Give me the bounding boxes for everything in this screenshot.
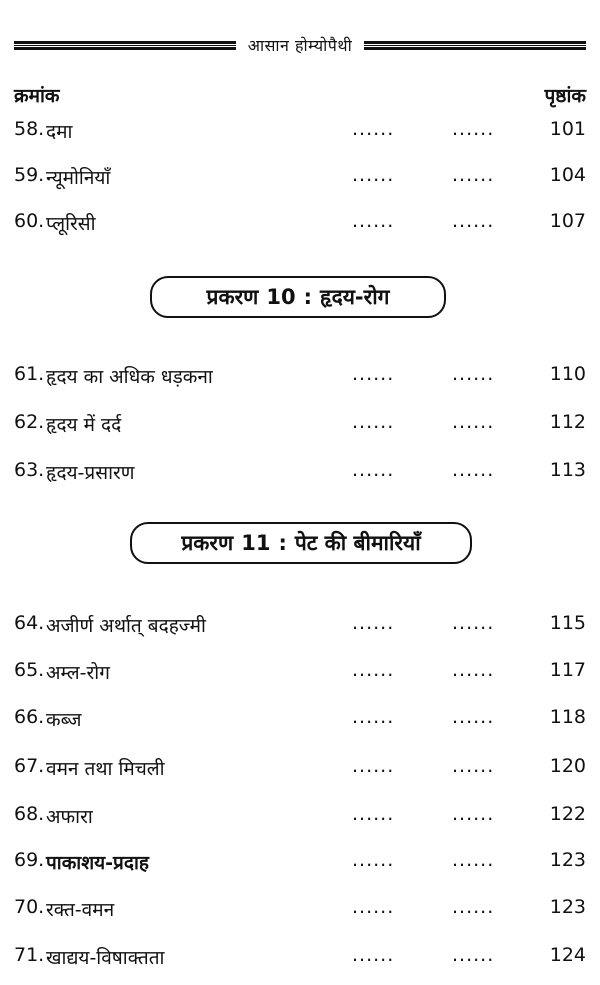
entry-page-number: 118: [549, 706, 586, 728]
entry-number: 60.: [14, 210, 45, 232]
leader-dots: ......: [352, 803, 395, 825]
chapter-10-heading: [150, 276, 446, 318]
running-header: [14, 30, 586, 60]
leader-dots: ......: [452, 210, 495, 232]
entry-title: हृदय का अधिक धड़कना: [46, 366, 213, 388]
toc-entry[interactable]: [0, 700, 600, 740]
entry-number: 65.: [14, 659, 45, 681]
entry-page-number: 122: [549, 803, 586, 825]
toc-entry[interactable]: [0, 890, 600, 930]
leader-dots: ......: [452, 896, 495, 918]
leader-dots: ......: [352, 118, 395, 140]
leader-dots: ......: [452, 164, 495, 186]
entry-title: पाकाशय-प्रदाह: [46, 852, 149, 874]
entry-page-number: 117: [549, 659, 586, 681]
entry-number: 66.: [14, 706, 45, 728]
toc-entry[interactable]: [0, 843, 600, 883]
chapter-colon: :: [303, 285, 313, 309]
header-rule-right: [364, 41, 586, 50]
toc-entry[interactable]: [0, 204, 600, 244]
entry-number: 62.: [14, 411, 45, 433]
entry-number: 58.: [14, 118, 45, 140]
leader-dots: ......: [352, 411, 395, 433]
toc-entry[interactable]: [0, 357, 600, 397]
entry-number: 61.: [14, 363, 45, 385]
entry-page-number: 115: [549, 612, 586, 634]
serial-column-heading: क्रमांक: [14, 85, 60, 107]
entry-page-number: 123: [549, 849, 586, 871]
entry-title: अफारा: [46, 806, 93, 828]
entry-number: 69.: [14, 849, 45, 871]
leader-dots: ......: [352, 849, 395, 871]
entry-title: रक्त-वमन: [46, 899, 115, 921]
toc-entry[interactable]: [0, 606, 600, 646]
entry-page-number: 124: [549, 944, 586, 966]
chapter-number: 11: [241, 531, 271, 555]
toc-entry[interactable]: [0, 749, 600, 789]
toc-entry[interactable]: [0, 158, 600, 198]
entry-number: 71.: [14, 944, 45, 966]
chapter-number: 10: [266, 285, 296, 309]
toc-entry[interactable]: [0, 653, 600, 693]
leader-dots: ......: [352, 363, 395, 385]
leader-dots: ......: [452, 612, 495, 634]
leader-dots: ......: [352, 896, 395, 918]
entry-title: वमन तथा मिचली: [46, 758, 165, 780]
entry-title: न्यूमोनियाँ: [46, 167, 111, 189]
entry-title: खाद्यय-विषाक्तता: [46, 947, 165, 969]
leader-dots: ......: [352, 612, 395, 634]
leader-dots: ......: [352, 164, 395, 186]
entry-title: अम्ल-रोग: [46, 662, 110, 684]
chapter-name: पेट की बीमारियाँ: [294, 531, 421, 555]
entry-page-number: 107: [549, 210, 586, 232]
leader-dots: ......: [452, 944, 495, 966]
leader-dots: ......: [452, 706, 495, 728]
chapter-name: हृदय-रोग: [320, 285, 390, 309]
entry-number: 70.: [14, 896, 45, 918]
leader-dots: ......: [452, 459, 495, 481]
entry-title: दमा: [46, 121, 73, 143]
leader-dots: ......: [352, 659, 395, 681]
leader-dots: ......: [352, 755, 395, 777]
toc-entry[interactable]: [0, 938, 600, 978]
entry-page-number: 112: [549, 411, 586, 433]
chapter-label: प्रकरण: [206, 285, 259, 309]
toc-entry[interactable]: [0, 405, 600, 445]
entry-number: 67.: [14, 755, 45, 777]
chapter-colon: :: [278, 531, 287, 555]
leader-dots: ......: [352, 944, 395, 966]
entry-title: हृदय में दर्द: [46, 414, 122, 436]
header-rule-left: [14, 41, 236, 50]
leader-dots: ......: [352, 210, 395, 232]
leader-dots: ......: [452, 118, 495, 140]
leader-dots: ......: [452, 411, 495, 433]
leader-dots: ......: [452, 755, 495, 777]
leader-dots: ......: [452, 363, 495, 385]
entry-number: 63.: [14, 459, 45, 481]
leader-dots: ......: [452, 849, 495, 871]
entry-page-number: 120: [549, 755, 586, 777]
toc-entry[interactable]: [0, 797, 600, 837]
leader-dots: ......: [352, 459, 395, 481]
entry-number: 59.: [14, 164, 45, 186]
entry-number: 68.: [14, 803, 45, 825]
entry-title: कब्ज: [46, 709, 82, 731]
entry-page-number: 110: [549, 363, 586, 385]
toc-entry[interactable]: [0, 112, 600, 152]
chapter-11-heading: [130, 522, 472, 564]
leader-dots: ......: [452, 803, 495, 825]
entry-page-number: 101: [549, 118, 586, 140]
entry-page-number: 123: [549, 896, 586, 918]
entry-title: अजीर्ण अर्थात् बदहज्मी: [46, 615, 206, 637]
toc-entry[interactable]: [0, 453, 600, 493]
chapter-label: प्रकरण: [181, 531, 234, 555]
book-title: आसान होम्योपैथी: [247, 36, 353, 55]
leader-dots: ......: [452, 659, 495, 681]
entry-title: हृदय-प्रसारण: [46, 462, 135, 484]
entry-number: 64.: [14, 612, 45, 634]
entry-title: प्लूरिसी: [46, 213, 96, 235]
page-column-heading: पृष्ठांक: [544, 85, 586, 107]
leader-dots: ......: [352, 706, 395, 728]
entry-page-number: 113: [549, 459, 586, 481]
entry-page-number: 104: [549, 164, 586, 186]
